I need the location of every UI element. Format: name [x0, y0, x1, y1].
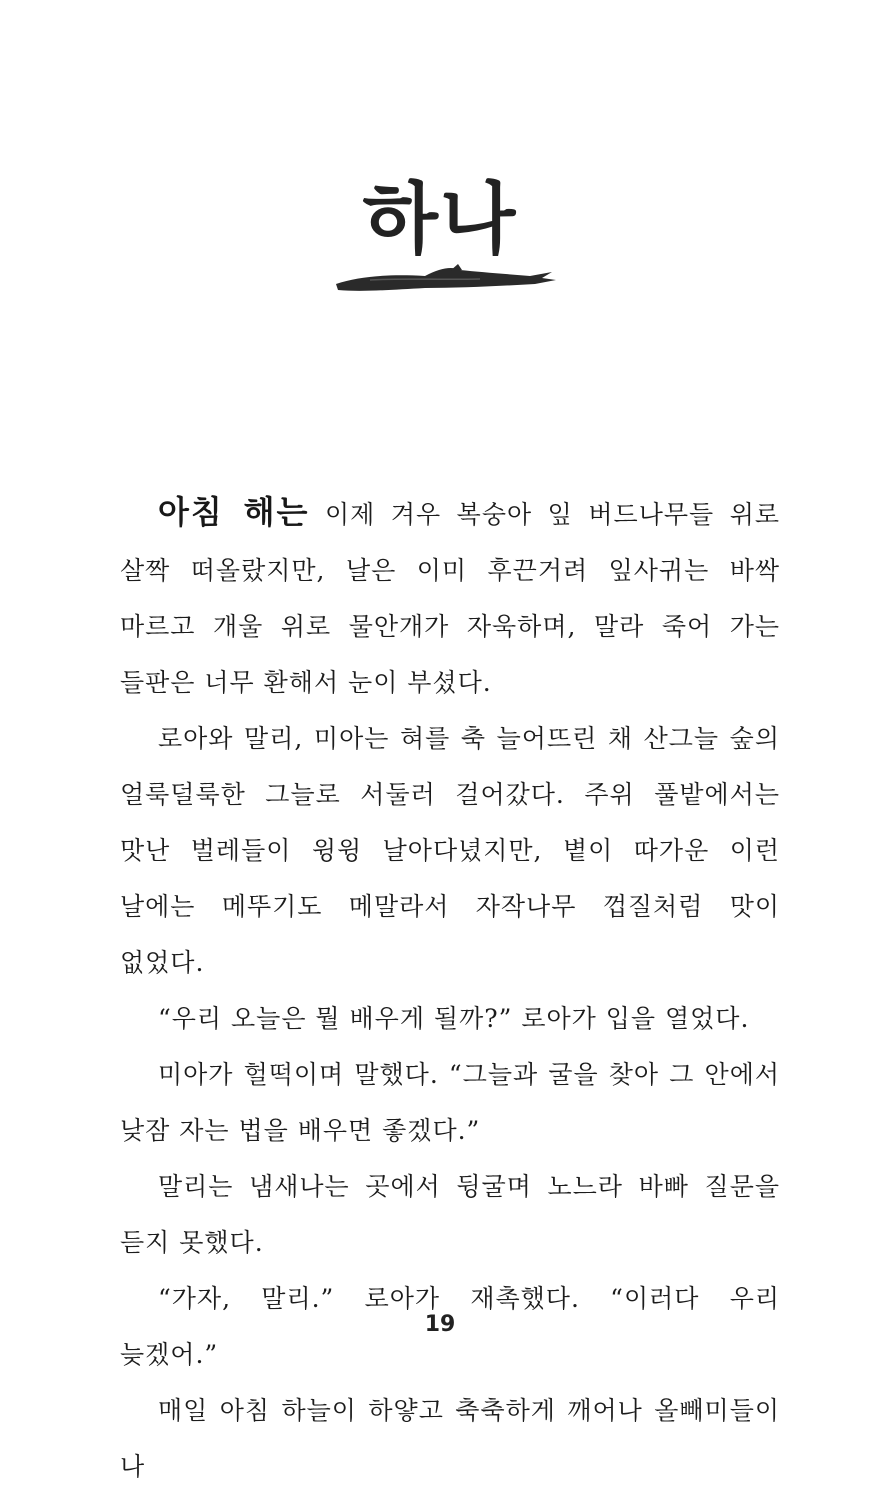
page-number: 19: [424, 1312, 456, 1337]
paragraph: “우리 오늘은 뭘 배우게 될까?” 로아가 입을 열었다.: [158, 1004, 750, 1033]
body-text: [120, 484, 780, 1495]
paragraph: 아침 해는 이제 겨우 복숭아 잎 버드나무들 위로 살짝 떠올랐지만, 날은 이미 후끈거려 잎사귀는 바싹 마르고 개울 위로 물안개가 자욱하며, 말라 죽어 가는 들판은 너무 환해서 눈이 부셨다.: [120, 493, 780, 697]
paragraph: “가자, 말리.” 로아가 재촉했다. “이러다 우리 늦겠어.”: [120, 1284, 780, 1369]
lead-words: 아침 해는: [158, 493, 310, 531]
paragraph: 말리는 냄새나는 곳에서 뒹굴며 노느라 바빠 질문을 듣지 못했다.: [120, 1172, 780, 1257]
paragraph: 미아가 헐떡이며 말했다. “그늘과 굴을 찾아 그 안에서 낮잠 자는 법을 배우면 좋겠다.”: [120, 1060, 780, 1145]
paragraph: 로아와 말리, 미아는 혀를 축 늘어뜨린 채 산그늘 숲의 얼룩덜룩한 그늘로 서둘러 걸어갔다. 주위 풀밭에서는 맛난 벌레들이 윙윙 날아다녔지만, 볕이 따가운 이런 날에는 메뚜기도 메말라서 자작나무 껍질처럼 맛이 없었다.: [120, 724, 780, 977]
chapter-title: 하나: [362, 175, 518, 265]
brush-stroke-divider: [330, 262, 560, 298]
paragraph: 매일 아침 하늘이 하얗고 축축하게 깨어나 올빼미들이 나: [120, 1396, 780, 1481]
